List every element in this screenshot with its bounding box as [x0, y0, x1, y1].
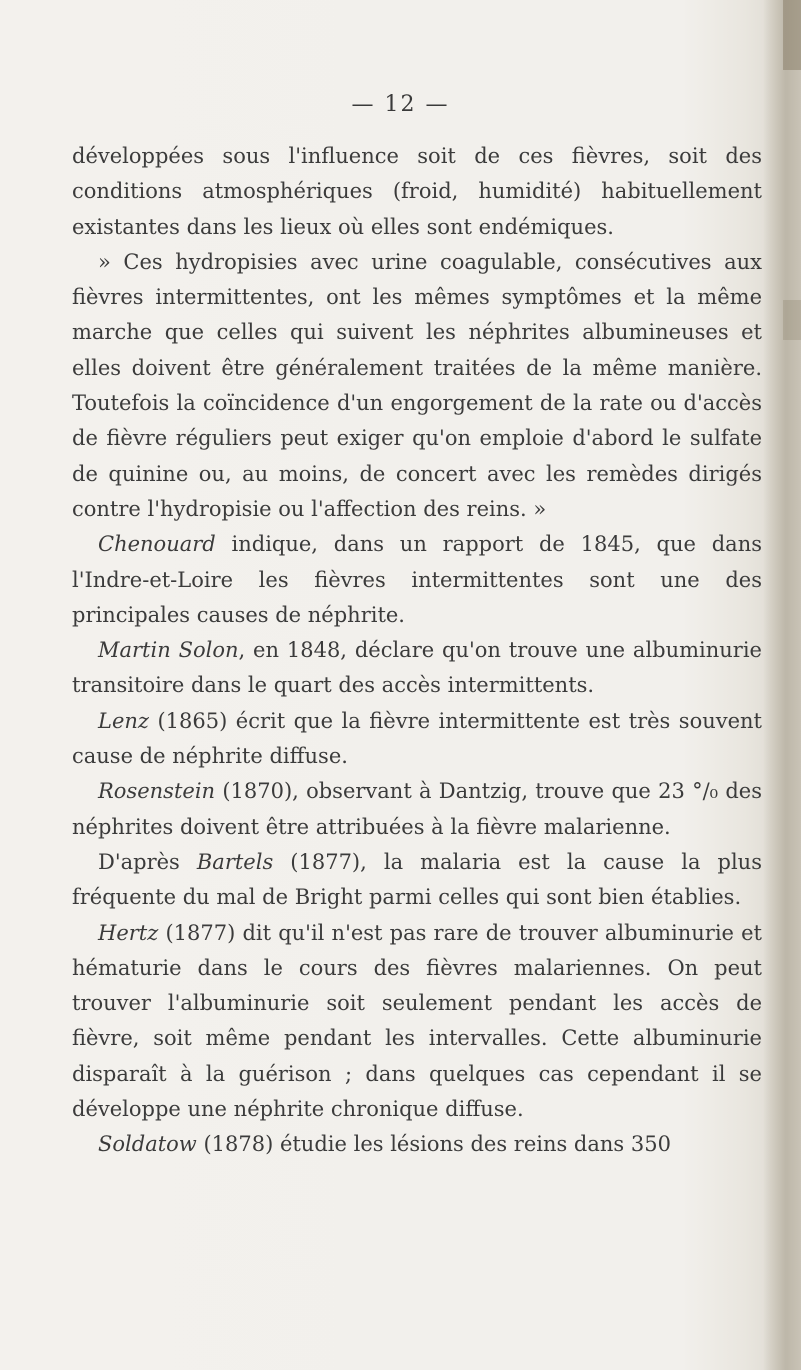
paragraph: Rosenstein (1870), observant à Dantzig, trouve que 23 °/₀ des néphrites doivent être attribuées à la fièvre malarienne. [72, 779, 762, 839]
edge-stain [783, 300, 801, 340]
edge-stain [783, 0, 801, 70]
author-name: Bartels [196, 849, 274, 874]
paragraph: Soldatow (1878) étudie les lésions des reins dans 350 [98, 1132, 671, 1157]
page-number: — 12 — [351, 92, 450, 117]
author-name: Rosenstein [98, 779, 216, 804]
paragraph: développées sous l'influence soit de ces fièvres, soit des conditions atmosphériques (froid, humidité) habituellement existantes dans les lieux où elles sont endémiques. [72, 144, 762, 239]
body-text [72, 139, 762, 1163]
author-name: Chenouard [98, 532, 216, 557]
paragraph: » Ces hydropisies avec urine coagulable, consécutives aux fièvres intermittentes, ont les mêmes symptômes et la même marche que celles qui suivent les néphrites albumineuses et elles doivent être généralement traitées de la même manière. Toutefois la coïncidence d'un engorgement de la rate ou d'accès de fièvre réguliers peut exiger qu'on emploie d'abord le sulfate de quinine ou, au moins, de concert avec les remèdes dirigés contre l'hydropisie ou l'affection des reins. » [72, 249, 762, 521]
paragraph: Hertz (1877) dit qu'il n'est pas rare de trouver albuminurie et hématurie dans le cours des fièvres malariennes. On peut trouver l'albuminurie soit seulement pendant les accès de fièvre, soit même pendant les intervalles. Cette albuminurie disparaît à la guérison ; dans quelques cas cependant il se développe une néphrite chronique diffuse. [72, 920, 762, 1122]
paragraph: Martin Solon, en 1848, déclare qu'on trouve une albuminurie transitoire dans le quart des accès intermittents. [72, 638, 762, 698]
page-edge [763, 0, 801, 1370]
paragraph: D'après Bartels (1877), la malaria est la cause la plus fréquente du mal de Bright parmi celles qui sont bien établies. [72, 849, 762, 910]
author-name: Hertz [98, 920, 159, 945]
paragraph: Lenz (1865) écrit que la fièvre intermittente est très souvent cause de néphrite diffuse. [72, 708, 762, 769]
author-name: Lenz [98, 708, 149, 733]
author-name: Martin Solon [98, 638, 239, 663]
paragraph: Chenouard indique, dans un rapport de 1845, que dans l'Indre-et-Loire les fièvres intermittentes sont une des principales causes de néphrite. [72, 532, 762, 627]
author-name: Soldatow [98, 1132, 197, 1157]
